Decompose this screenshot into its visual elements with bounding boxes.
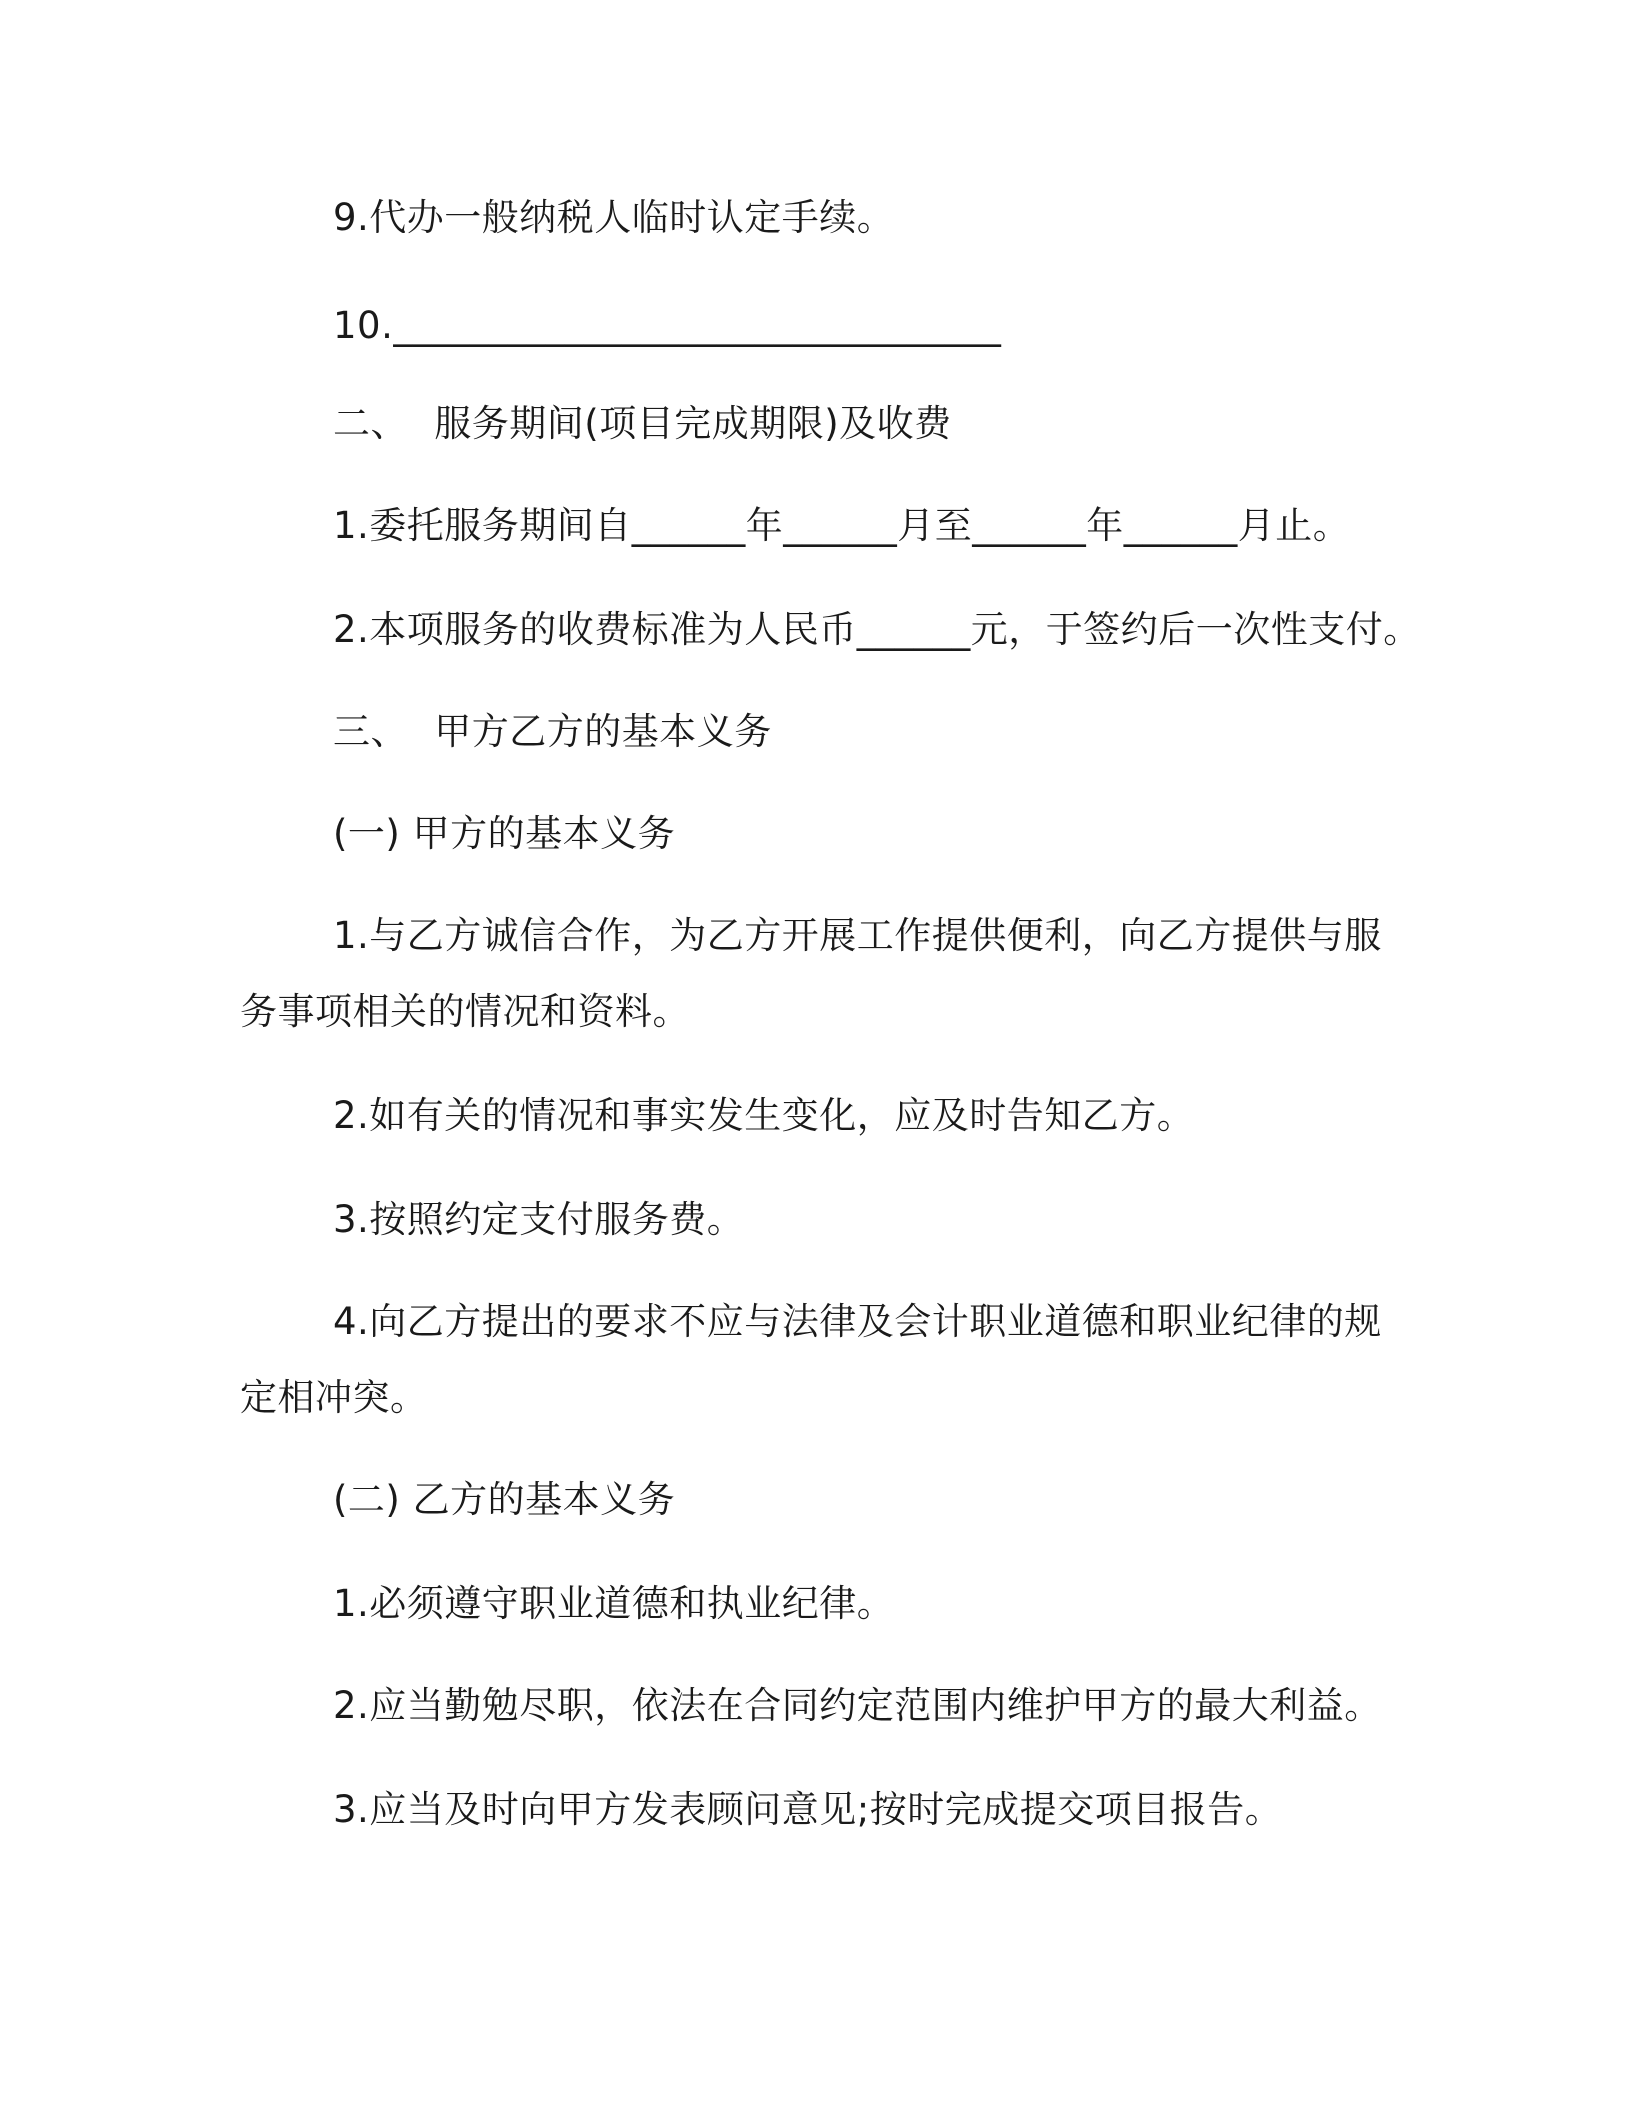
paragraph-service-period: 1.委托服务期间自______年______月至______年______月止。 [333, 504, 1351, 547]
subsection-heading-party-a: (一) 甲方的基本义务 [333, 812, 676, 855]
paragraph-item-10-blank: 10.________________________________ [333, 304, 1002, 347]
subsection-heading-party-b: (二) 乙方的基本义务 [333, 1478, 676, 1521]
paragraph-b-duty-1: 1.必须遵守职业道德和执业纪律。 [333, 1582, 895, 1625]
paragraph-a-duty-1: 1.与乙方诚信合作，为乙方开展工作提供便利，向乙方提供与服 [333, 914, 1382, 957]
paragraph-a-duty-2: 2.如有关的情况和事实发生变化，应及时告知乙方。 [333, 1094, 1195, 1137]
paragraph-item-9: 9.代办一般纳税人临时认定手续。 [333, 196, 895, 239]
section-heading-2: 二、 服务期间(项目完成期限)及收费 [333, 402, 952, 445]
paragraph-b-duty-3: 3.应当及时向甲方发表顾问意见;按时完成提交项目报告。 [333, 1788, 1283, 1831]
paragraph-a-duty-3: 3.按照约定支付服务费。 [333, 1198, 745, 1241]
paragraph-a-duty-1-cont: 务事项相关的情况和资料。 [240, 990, 690, 1033]
paragraph-a-duty-4-cont: 定相冲突。 [240, 1376, 428, 1419]
paragraph-a-duty-4: 4.向乙方提出的要求不应与法律及会计职业道德和职业纪律的规 [333, 1300, 1382, 1343]
paragraph-service-fee: 2.本项服务的收费标准为人民币______元，于签约后一次性支付。 [333, 608, 1421, 651]
paragraph-b-duty-2: 2.应当勤勉尽职，依法在合同约定范围内维护甲方的最大利益。 [333, 1684, 1382, 1727]
section-heading-3: 三、 甲方乙方的基本义务 [333, 710, 772, 753]
